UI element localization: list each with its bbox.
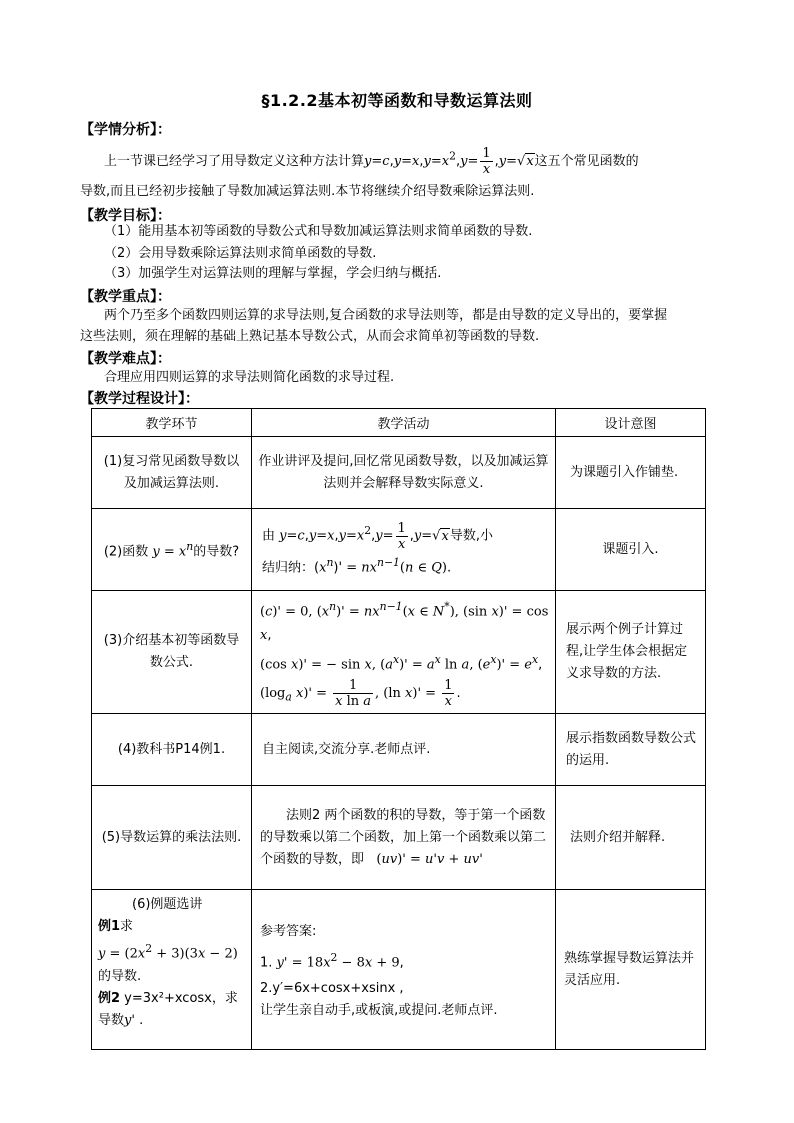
header-activity: 教学活动 — [252, 409, 556, 437]
analysis-paragraph: 上一节课已经学习了用导数定义这种方法计算$y=c,y=x,y=x^2,y=$ $\frac{1}{x}$ ,y=√x这五个常见函数的 — [104, 146, 639, 177]
focus-line-2: 这些法则，须在理解的基础上熟记基本导数公式，从而会求简单初等函数的导数. — [80, 329, 540, 344]
table-row — [92, 509, 706, 591]
header-intent: 设计意图 — [556, 409, 706, 437]
row6-intent: 熟练掌握导数运算法并灵活应用. — [556, 890, 706, 1050]
row2-intent: 课题引入. — [556, 509, 706, 591]
header-step: 教学环节 — [92, 409, 252, 437]
table-header-row — [92, 409, 706, 437]
row1-activity: 作业讲评及提问,回忆常见函数导数，以及加减运算法则并会解释导数实际意义. — [252, 437, 556, 509]
row3-step: (3)介绍基本初等函数导数公式. — [92, 591, 252, 714]
page-title: §1.2.2基本初等函数和导数运算法则 — [261, 91, 533, 110]
row3-intent: 展示两个例子计算过程,让学生体会根据定义求导数的方法. — [556, 591, 706, 714]
table-row — [92, 890, 706, 1050]
difficulty-heading: 【教学难点】： — [80, 351, 171, 367]
goal-item-2: （2）会用导数乘除运算法则求简单函数的导数. — [104, 246, 377, 261]
process-heading: 【教学过程设计】： — [80, 391, 199, 407]
focus-line-1: 两个乃至多个函数四则运算的求导法则,复合函数的求导法则等，都是由导数的定义导出的，要掌握 — [104, 308, 668, 323]
goal-item-1: （1）能用基本初等函数的导数公式和导数加减运算法则求简单函数的导数. — [104, 224, 533, 239]
row1-step: (1)复习常见函数导数以及加减运算法则. — [92, 437, 252, 509]
row5-step: (5)导数运算的乘法法则. — [92, 786, 252, 890]
focus-heading: 【教学重点】： — [80, 289, 171, 305]
analysis-heading: 【学情分析】： — [80, 122, 171, 138]
analysis-text-b: 这五个常见函数的 — [534, 154, 639, 169]
row6-step: (6)例题选讲 例1求 $y = (2x^2 + 3)(3x - 2)$ 的导数. 例2 y=3x²+xcosx，求导数y' . — [92, 890, 252, 1050]
table-row — [92, 591, 706, 714]
row6-activity: 参考答案: 1. $y' = 18x^2 - 8x + 9$, 2.y′=6x+cosx+xsinx , 让学生亲自动手,或板演,或提问.老师点评. — [252, 890, 556, 1050]
table-row — [92, 437, 706, 509]
row2-activity: 由 $y=c,y=x,y=x^2,y=$ $\frac{1}{x}$ ,y=√x导数,小 结归纳：$(x^n)' = nx^{n-1}(n$ ∈ Q). — [252, 509, 556, 591]
row3-activity: (c)' = 0, $(x^n)' = nx^{n-1}(x$ ∈ N*), (sin x)' = cos x, (cos x)' = − sin x, $(a^x)' = a^x$ ln a, $(e^x)' = e^x$, ($\log_a$ x)' = $\frac{1}{\text{x ln a}}$ , (ln x)' = $\frac{1}{x}$ . — [252, 591, 556, 714]
row5-activity: 法则2 两个函数的积的导数，等于第一个函数的导数乘以第二个函数，加上第一个函数乘以第二个函数的导数，即 (uv)' = u'v + uv' — [252, 786, 556, 890]
analysis-formula: y — [364, 154, 372, 169]
teaching-process-table — [91, 408, 706, 1050]
table-row — [92, 714, 706, 786]
goals-heading: 【教学目标】： — [80, 208, 171, 224]
analysis-text-c: 导数,而且已经初步接触了导数加减运算法则.本节将继续介绍导数乘除运算法则. — [80, 184, 535, 199]
difficulty-text: 合理应用四则运算的求导法则简化函数的求导过程. — [104, 370, 395, 385]
row4-intent: 展示指数函数导数公式的运用. — [556, 714, 706, 786]
row5-intent: 法则介绍并解释. — [556, 786, 706, 890]
table-row — [92, 786, 706, 890]
row1-intent: 为课题引入作铺垫. — [556, 437, 706, 509]
row2-step: (2)函数 $y = x^n$的导数? — [92, 509, 252, 591]
goal-item-3: （3）加强学生对运算法则的理解与掌握，学会归纳与概括. — [104, 266, 442, 281]
row4-activity: 自主阅读,交流分享.老师点评. — [252, 714, 556, 786]
analysis-text-a: 上一节课已经学习了用导数定义这种方法计算 — [104, 154, 365, 169]
row4-step: (4)教科书P14例1. — [92, 714, 252, 786]
